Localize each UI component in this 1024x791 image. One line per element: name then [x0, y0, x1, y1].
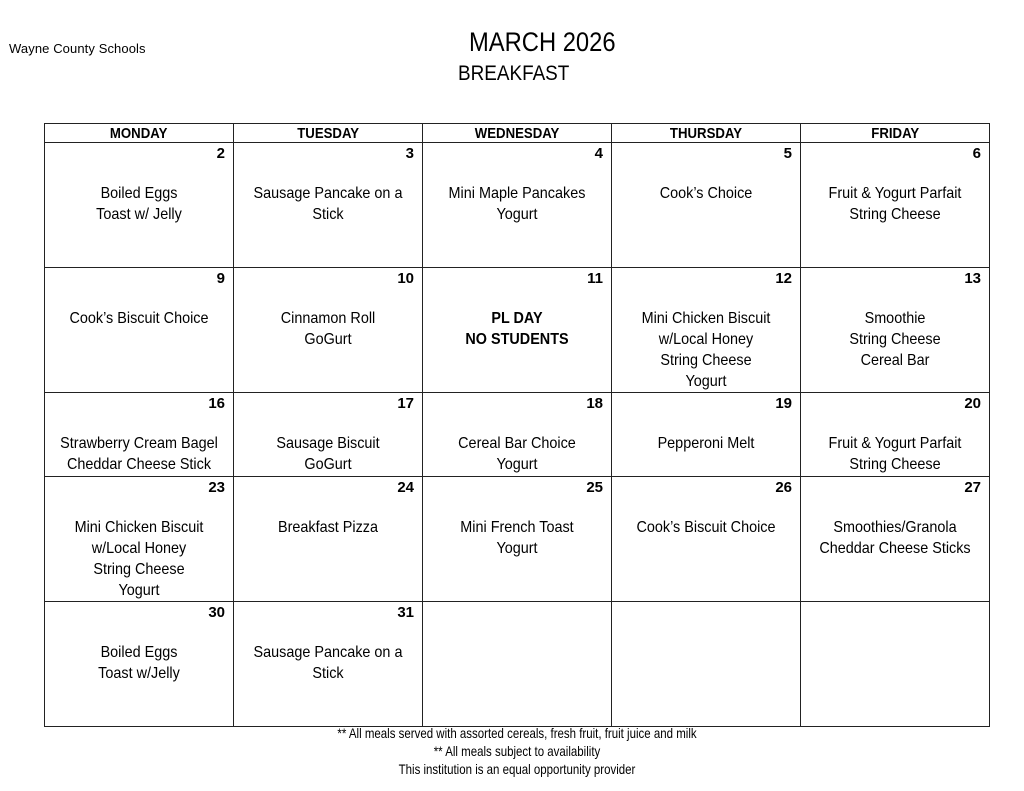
day-cell: [612, 143, 801, 268]
menu-item: Stick: [312, 206, 344, 223]
footer-note-availability: ** All meals subject to availability: [433, 743, 601, 759]
footer-note-equal-opportunity: This institution is an equal opportunity provider: [398, 761, 636, 777]
menu-item: Sausage Pancake on a: [253, 644, 403, 661]
day-number: 2: [216, 145, 225, 162]
menu-item: Cook’s Choice: [659, 185, 753, 202]
menu-items: [45, 288, 233, 329]
menu-item: String Cheese: [660, 352, 752, 369]
day-number: 18: [586, 395, 603, 412]
menu-item: GoGurt: [304, 331, 352, 348]
menu-items: [45, 497, 233, 601]
menu-item: Smoothie: [864, 310, 926, 327]
day-number: 12: [775, 270, 792, 287]
day-cell: [423, 268, 612, 393]
menu-item: Boiled Eggs: [100, 644, 178, 661]
menu-item: Stick: [312, 665, 344, 682]
day-number: 26: [775, 479, 792, 496]
menu-item: Cinnamon Roll: [280, 310, 376, 327]
day-cell: [45, 143, 234, 268]
menu-item: Yogurt: [496, 456, 538, 473]
day-number: 6: [972, 145, 981, 162]
day-cell: [234, 268, 423, 393]
day-cell: [45, 268, 234, 393]
menu-item: Cook’s Biscuit Choice: [636, 519, 776, 536]
menu-item: Mini Chicken Biscuit: [641, 310, 771, 327]
menu-item: Smoothies/Granola: [833, 519, 957, 536]
menu-items: [45, 163, 233, 225]
day-cell: [234, 477, 423, 602]
menu-items: [423, 163, 611, 225]
menu-items: [234, 163, 422, 225]
week-row: [45, 143, 990, 268]
menu-items: [45, 413, 233, 475]
day-number: 4: [594, 145, 603, 162]
day-cell: [234, 602, 423, 727]
menu-item: PL DAY: [491, 310, 543, 327]
day-cell: [612, 393, 801, 477]
week-row: [45, 393, 990, 477]
menu-item: Yogurt: [496, 206, 538, 223]
day-number: 3: [405, 145, 414, 162]
page-title: MARCH 2026: [469, 27, 616, 57]
day-number: [801, 602, 989, 622]
district-name: Wayne County Schools: [9, 41, 146, 56]
menu-items: [612, 622, 800, 642]
week-row: [45, 477, 990, 602]
day-number: [612, 602, 800, 622]
page-subtitle: BREAKFAST: [458, 62, 570, 85]
menu-item: Mini Maple Pancakes: [448, 185, 586, 202]
menu-item: Fruit & Yogurt Parfait: [828, 185, 962, 202]
day-cell: [45, 393, 234, 477]
header-friday: FRIDAY: [801, 124, 990, 143]
menu-items: [45, 622, 233, 684]
menu-item: Fruit & Yogurt Parfait: [828, 435, 962, 452]
menu-items: [423, 288, 611, 350]
menu-items: [423, 413, 611, 475]
day-cell: [612, 602, 801, 727]
menu-item: Sausage Biscuit: [276, 435, 380, 452]
menu-item: w/Local Honey: [91, 540, 187, 557]
day-cell: [612, 268, 801, 393]
menu-items: [612, 413, 800, 454]
footer-note-meals: ** All meals served with assorted cereals, fresh fruit, fruit juice and milk: [337, 725, 697, 741]
day-cell: [612, 477, 801, 602]
day-number: 5: [783, 145, 792, 162]
menu-item: Cereal Bar Choice: [458, 435, 576, 452]
header-tuesday: TUESDAY: [234, 124, 423, 143]
menu-item: w/Local Honey: [658, 331, 754, 348]
day-cell: [45, 602, 234, 727]
day-cell: [801, 477, 990, 602]
menu-item: Pepperoni Melt: [657, 435, 755, 452]
day-number: 16: [208, 395, 225, 412]
header-monday: MONDAY: [45, 124, 234, 143]
header-thursday: THURSDAY: [612, 124, 801, 143]
menu-items: [234, 497, 422, 538]
menu-item: String Cheese: [849, 206, 941, 223]
menu-items: [423, 622, 611, 642]
menu-item: String Cheese: [849, 331, 941, 348]
day-cell: [801, 393, 990, 477]
day-number: 24: [397, 479, 414, 496]
week-row: [45, 602, 990, 727]
day-number: 23: [208, 479, 225, 496]
menu-item: Boiled Eggs: [100, 185, 178, 202]
day-number: 25: [586, 479, 603, 496]
day-number: 20: [964, 395, 981, 412]
day-cell: [801, 268, 990, 393]
menu-item: Toast w/ Jelly: [96, 206, 182, 223]
menu-item: String Cheese: [849, 456, 941, 473]
menu-items: [801, 288, 989, 371]
menu-items: [801, 413, 989, 475]
day-cell: [423, 143, 612, 268]
menu-items: [612, 288, 800, 392]
menu-items: [234, 288, 422, 350]
day-cell: [423, 477, 612, 602]
day-cell: [234, 143, 423, 268]
menu-item: Strawberry Cream Bagel: [60, 435, 218, 452]
menu-item: Cheddar Cheese Stick: [66, 456, 212, 473]
menu-items: [801, 622, 989, 642]
menu-item: Sausage Pancake on a: [253, 185, 403, 202]
day-number: 27: [964, 479, 981, 496]
menu-item: Cheddar Cheese Sticks: [819, 540, 971, 557]
menu-items: [801, 497, 989, 559]
menu-item: Cereal Bar: [860, 352, 930, 369]
header-wednesday: WEDNESDAY: [423, 124, 612, 143]
menu-item: Toast w/Jelly: [98, 665, 180, 682]
menu-items: [234, 622, 422, 684]
day-cell: [423, 602, 612, 727]
day-number: 10: [397, 270, 414, 287]
menu-item: Yogurt: [496, 540, 538, 557]
menu-item: Breakfast Pizza: [277, 519, 379, 536]
menu-item: NO STUDENTS: [465, 331, 569, 348]
menu-item: Yogurt: [685, 373, 727, 390]
day-cell: [45, 477, 234, 602]
day-number: 9: [216, 270, 225, 287]
menu-item: Yogurt: [118, 582, 160, 599]
day-number: 13: [964, 270, 981, 287]
day-cell: [801, 143, 990, 268]
menu-items: [612, 497, 800, 538]
day-number: 17: [397, 395, 414, 412]
menu-item: String Cheese: [93, 561, 185, 578]
menu-items: [801, 163, 989, 225]
menu-item: Cook’s Biscuit Choice: [69, 310, 209, 327]
day-number: 11: [587, 270, 603, 287]
menu-items: [423, 497, 611, 559]
day-cell: [234, 393, 423, 477]
menu-item: Mini Chicken Biscuit: [74, 519, 204, 536]
day-number: [423, 602, 611, 622]
day-number: 19: [775, 395, 792, 412]
week-row: [45, 268, 990, 393]
day-cell: [423, 393, 612, 477]
day-number: 31: [397, 604, 414, 621]
menu-item: Mini French Toast: [460, 519, 574, 536]
day-cell: [801, 602, 990, 727]
menu-items: [234, 413, 422, 475]
menu-calendar: [44, 123, 990, 727]
menu-item: GoGurt: [304, 456, 352, 473]
menu-items: [612, 163, 800, 204]
weekday-header-row: [45, 124, 990, 143]
day-number: 30: [208, 604, 225, 621]
